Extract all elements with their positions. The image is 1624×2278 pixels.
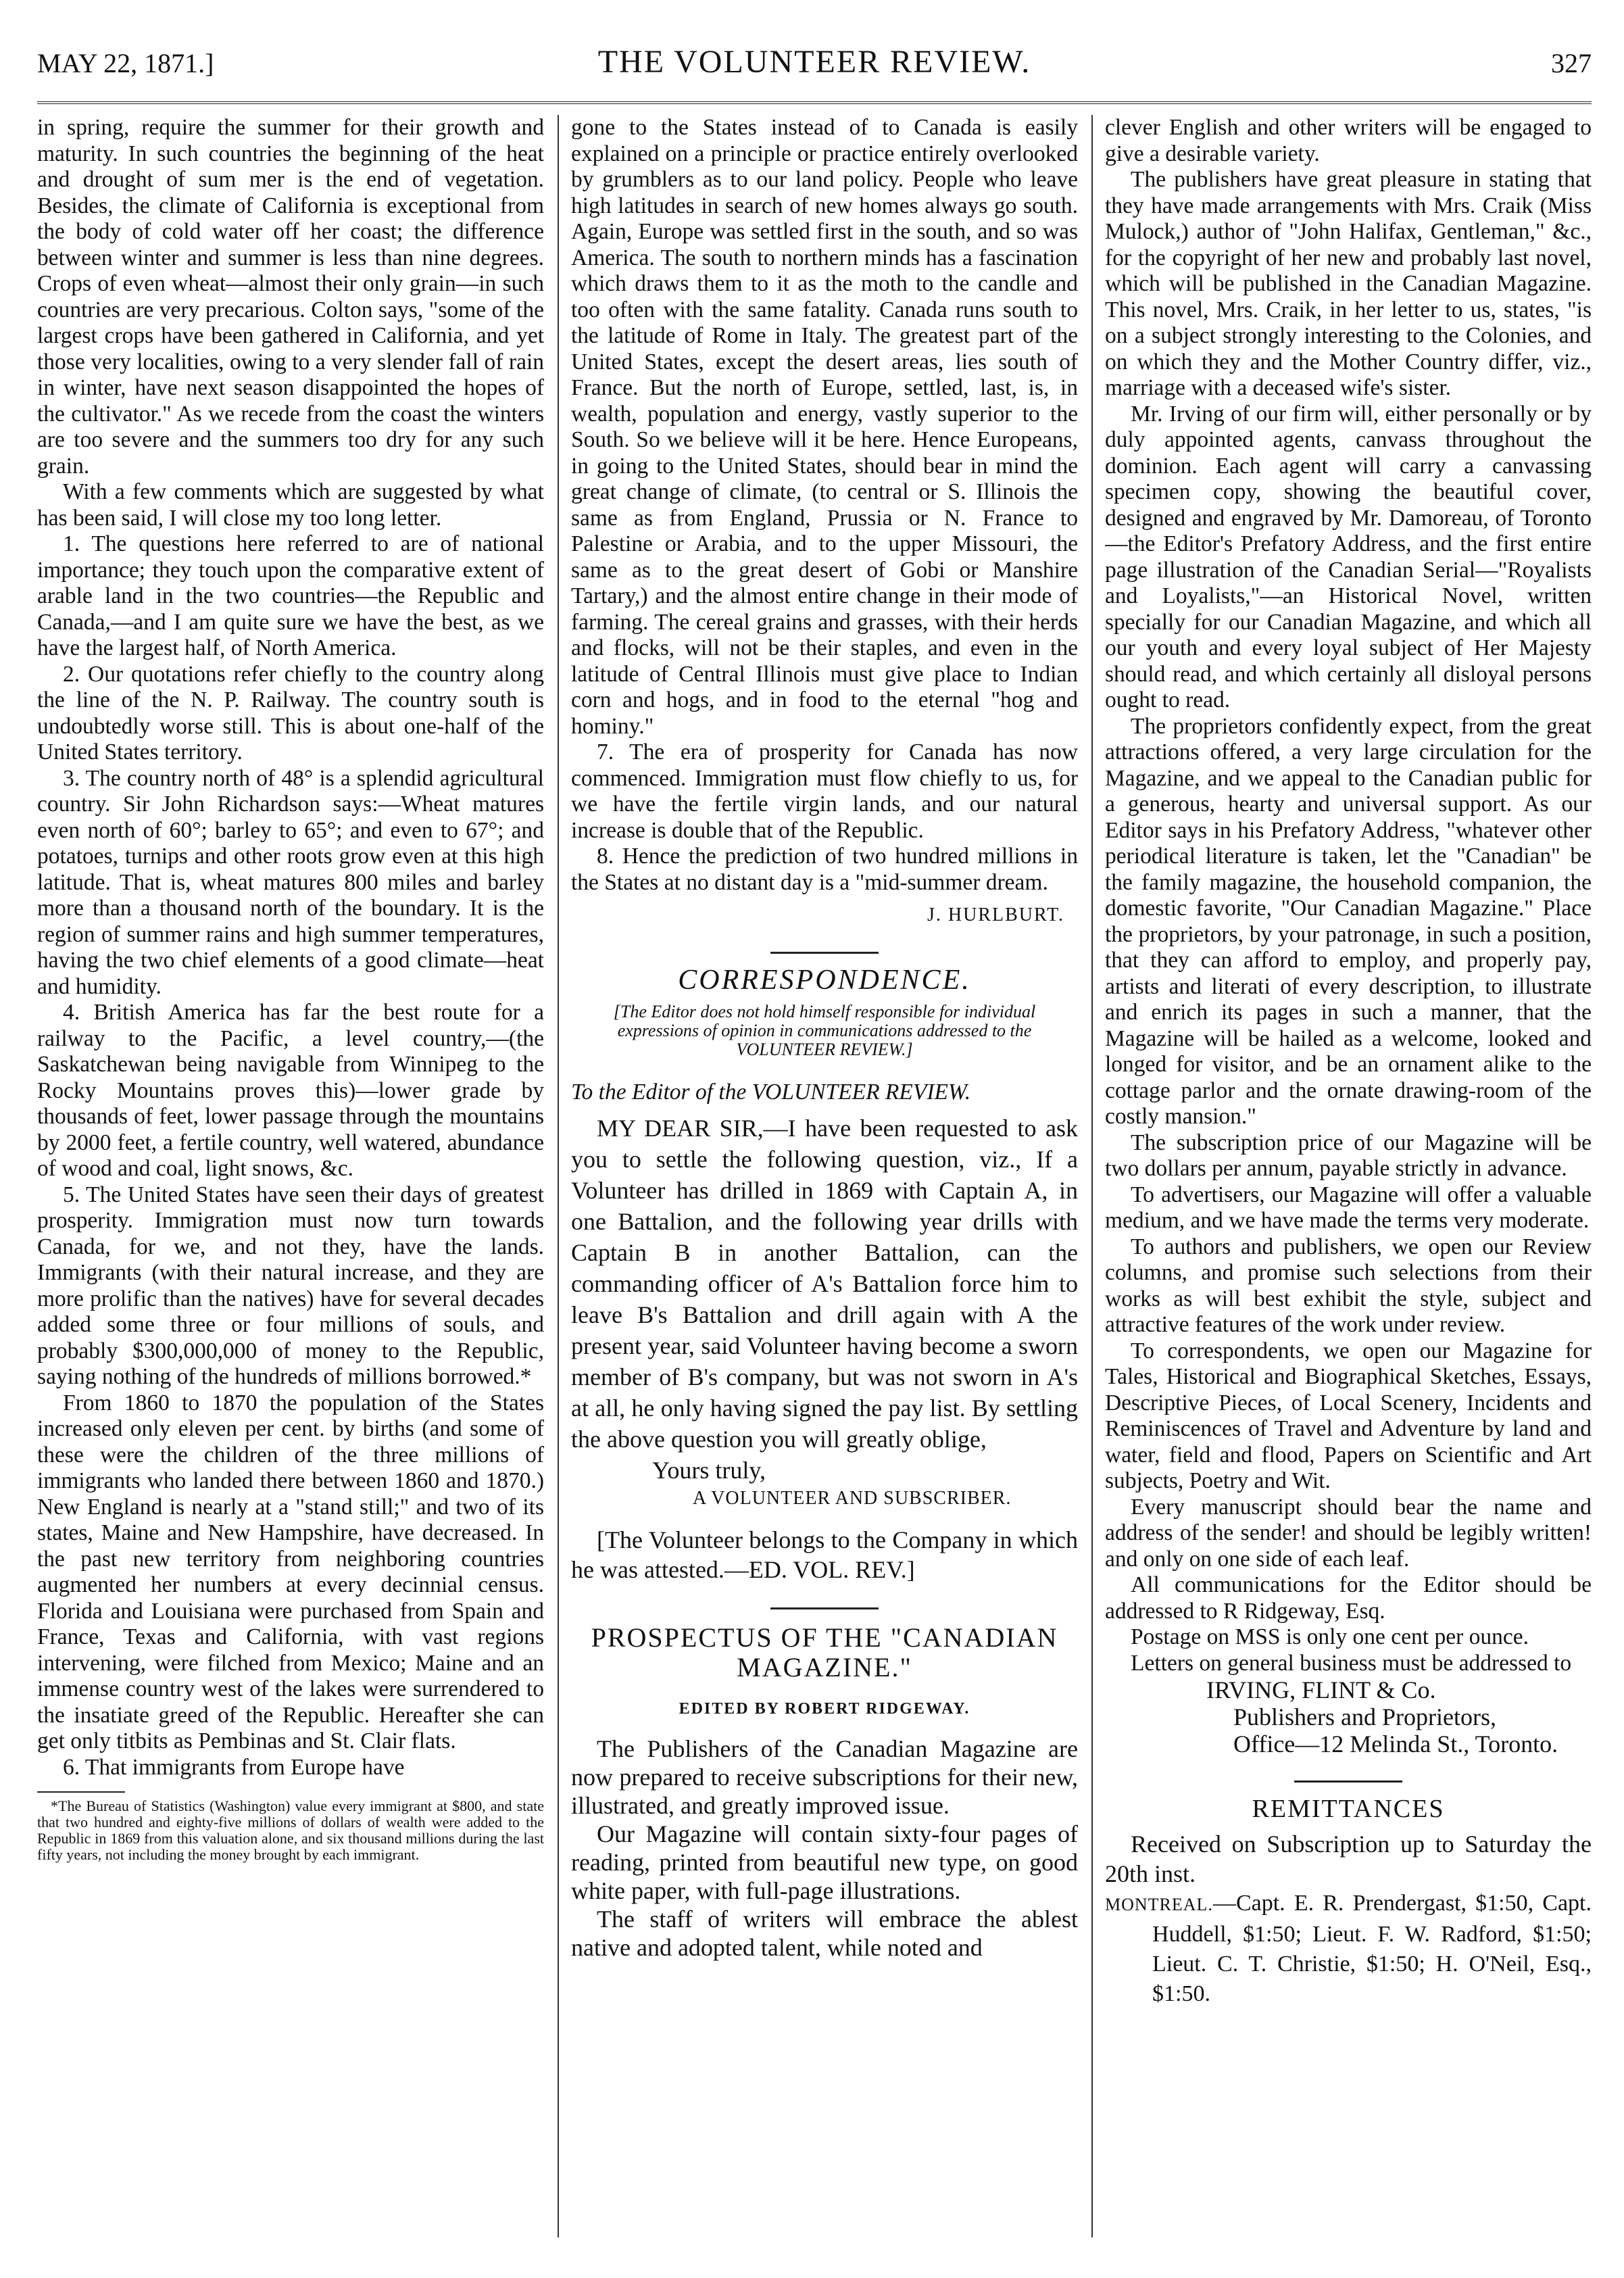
prospectus-heading: PROSPECTUS OF THE "CANADIAN MAGAZINE." (591, 1622, 1058, 1682)
editor-disclaimer: [The Editor does not hold himself responsible for individual expressions of opinion in communications addressed to the VOLUNTEER REVIEW.] (613, 1002, 1036, 1059)
prospectus-paragraph: To correspondents, we open our Magazine for Tales, Historical and Biographical Sketches, Essays, Descriptive Pieces, of Local Scenery, Incidents and Reminiscences of Travel and Adventure by land and water, field and flood, Papers on Scientific and Art subjects, Poetry and Wit. (1105, 1338, 1592, 1493)
prospectus-paragraph: The staff of writers will embrace the ablest native and adopted talent, while noted and (571, 1905, 1078, 1961)
section-divider (770, 1607, 879, 1609)
column-2 (571, 115, 1078, 2237)
column-rule (1091, 115, 1093, 2237)
prospectus-paragraph: Mr. Irving of our firm will, either personally or by duly appointed agents, canvass throughout the dominion. Each agent will carry a canvassing specimen copy, showing the beautiful cover, designed and engraved by Mr. Damoreau, of Toronto—the Editor's Prefatory Address, and the first entire page illustration of the Canadian Serial—"Royalists and Loyalists,"—an Historical Novel, written specially for our Canadian Magazine, and which all our youth and every loyal subject of Her Majesty should read, and which certainly all disloyal persons ought to read. (1105, 401, 1592, 712)
section-divider (1294, 1780, 1402, 1783)
article-paragraph: 4. British America has far the best route for a railway to the Pacific, a level country,—(the Saskatchewan being navigable from Winnipeg to the Rocky Mountains proves this)—lower grade by thousands of feet, lower passage through the mountains by 2000 feet, a fertile country, well watered, abundance of wood and coal, light snows, &c. (37, 1000, 544, 1181)
author-signature: J. HURLBURT. (927, 904, 1064, 925)
column-3 (1105, 115, 1592, 2237)
article-paragraph: 1. The questions here referred to are of national importance; they touch upon the comparative extent of arable land in the two countries—the Republic and Canada,—and I am quite sure we have the best, as we have the largest half, of North America. (37, 531, 544, 660)
publisher-role: Publishers and Proprietors, (1233, 1703, 1496, 1730)
remittance-entry (1105, 1889, 1592, 2009)
publisher-office: Office—12 Melinda St., Toronto. (1233, 1730, 1558, 1758)
prospectus-paragraph: To authors and publishers, we open our Review columns, and promise such selections from their works as will best exhibit the style, subject and attractive features of the work under review. (1105, 1234, 1592, 1337)
article-paragraph: 5. The United States have seen their days of greatest prosperity. Immigration must now turn towards Canada, for we, and not they, have the lands. Immigrants (with their natural increase, and they are more prolific than the natives) have for several decades added some three or four millions of souls, and probably $300,000,000 of money to the Republic, saying nothing of the hundreds of millions borrowed.* (37, 1182, 544, 1389)
article-paragraph: gone to the States instead of to Canada is easily explained on a principle or practice entirely overlooked by grumblers as to our land policy. People who leave high latitudes in search of new homes always go south. Again, Europe was settled first in the south, and so was America. The south to northern minds has a fascination which draws them to it as the moth to the candle and too often with the same fatality. Canada runs south to the latitude of Rome in Italy. The greatest part of the United States, except the desert areas, lies south of France. But the north of Europe, settled, last, is, in wealth, population and energy, vastly superior to the South. So we believe will it be here. Hence Europeans, in going to the United States, should bear in mind the great change of climate, (to central or S. Illinois the same as from England, Prussia or N. France to Palestine or Arabia, and to the upper Missouri, the same as to the great desert of Gobi or Manshire Tartary,) and the almost entire change in their mode of farming. The cereal grains and grasses, with their herds and flocks, will not be their staples, and even in the latitude of Central Illinois must give place to Indian corn and hogs, and in food to the eternal "hog and hominy." (571, 115, 1078, 739)
publication-title: THE VOLUNTEER REVIEW. (597, 44, 1031, 80)
prospectus-paragraph: To advertisers, our Magazine will offer a valuable medium, and we have made the terms very moderate. (1105, 1182, 1592, 1233)
letter-closing: Yours truly, (652, 1456, 766, 1484)
letter-addressee: To the Editor of the VOLUNTEER REVIEW. (571, 1080, 971, 1105)
editor-note: [The Volunteer belongs to the Company in which he was attested.—ED. VOL. REV.] (571, 1526, 1078, 1583)
newspaper-page (37, 20, 1592, 2258)
footnote-rule (37, 1791, 125, 1793)
article-paragraph: With a few comments which are suggested by what has been said, I will close my too long letter. (37, 479, 544, 531)
article-paragraph: 3. The country north of 48° is a splendid agricultural country. Sir John Richardson says:—Wheat matures even north of 60°; barley to 65°; and even to 67°; and potatoes, turnips and other roots grow even at this high latitude. That is, wheat matures 800 miles and barley more than a thousand north of the boundary. It is the region of summer rains and high summer temperatures, having the two chief elements of a good climate—heat and humidity. (37, 765, 544, 999)
prospectus-paragraph: Postage on MSS is only one cent per ounce. (1131, 1624, 1529, 1649)
prospectus-paragraph: The proprietors confidently expect, from the great attractions offered, a very large circulation for the Magazine, and we appeal to the Canadian public for a generous, hearty and universal support. As our Editor says in his Prefatory Address, "whatever other periodical literature is taken, let the "Canadian" be the family magazine, the household companion, the domestic favorite, "Our Canadian Magazine." Place the proprietors, by your patronage, in such a position, that they can afford to employ, and properly pay, artists and literati of every description, to illustrate and enrich its pages in such a manner, that the Magazine will be hailed as a welcome, looked and longed for visitor, and be an ornament alike to the cottage parlor and the ornate drawing-room of the costly mansion." (1105, 713, 1592, 1129)
prospectus-paragraph: The subscription price of our Magazine will be two dollars per annum, payable strictly in advance. (1105, 1130, 1592, 1181)
letter-body: MY DEAR SIR,—I have been requested to ask you to settle the following question, viz., If a Volunteer has drilled in 1869 with Captain A, in one Battalion, and the following year drills with Captain B in another Battalion, can the commanding officer of A's Battalion force him to leave B's Battalion and drill again with A the present year, said Volunteer having become a sworn member of B's company, but was not sworn in A's at all, he only having signed the pay list. By settling the above question you will greatly oblige, (571, 1114, 1078, 1453)
prospectus-paragraph: The publishers have great pleasure in stating that they have made arrangements with Mrs. Craik (Miss Mulock,) author of "John Halifax, Gentleman," &c., for the copyright of her new and probably last novel, which will be published in the Canadian Magazine. This novel, Mrs. Craik, in her letter to us, states, "is on a subject strongly interesting to the Colonies, and on which they and the Mother Country differ, viz., marriage with a deceased wife's sister. (1105, 167, 1592, 400)
prospectus-paragraph: clever English and other writers will be engaged to give a desirable variety. (1105, 115, 1592, 166)
article-paragraph: 7. The era of prosperity for Canada has now commenced. Immigration must flow chiefly to us, for we have the fertile virgin lands, and our natural increase is double that of the Republic. (571, 740, 1078, 843)
article-paragraph: 6. That immigrants from Europe have (63, 1754, 405, 1780)
column-1 (37, 115, 544, 2237)
remittance-list: —Capt. E. R. Prendergast, $1:50, Capt. Huddell, $1:50; Lieut. F. W. Radford, $1:50; Lieut. C. T. Christie, $1:50; H. O'Neil, Esq., $1:50. (1152, 1890, 1592, 2006)
prospectus-paragraph: Every manuscript should bear the name and address of the sender! and should be legibly written! and only on one side of each leaf. (1105, 1494, 1592, 1572)
article-paragraph: in spring, require the summer for their growth and maturity. In such countries the beginning of the heat and drought of sum mer is the end of vegetation. Besides, the climate of California is exceptional from the body of cold water off her coast; the difference between winter and summer is less than nine degrees. Crops of even wheat—almost their only grain—in such countries are very precarious. Colton says, "some of the largest crops have been gathered in California, and yet those very localities, owing to a very slender fall of rain in winter, have next season disappointed the hopes of the cultivator." As we recede from the coast the winters are too severe and the summers too dry for any such grain. (37, 115, 544, 479)
article-paragraph: 2. Our quotations refer chiefly to the country along the line of the N. P. Railway. The country south is undoubtedly worse still. This is about one-half of the United States territory. (37, 661, 544, 765)
columns (37, 115, 1592, 2244)
prospectus-byline: EDITED BY ROBERT RIDGEWAY. (679, 1700, 970, 1718)
correspondence-heading: CORRESPONDENCE. (678, 964, 971, 996)
prospectus-paragraph: Our Magazine will contain sixty-four pages of reading, printed from beautiful new type, on good white paper, with full-page illustrations. (571, 1820, 1078, 1904)
remittances-intro: Received on Subscription up to Saturday the 20th inst. (1105, 1830, 1592, 1887)
section-divider (770, 952, 879, 954)
prospectus-paragraph: The Publishers of the Canadian Magazine are now prepared to receive subscriptions for their new, illustrated, and greatly improved issue. (571, 1735, 1078, 1819)
footnote: *The Bureau of Statistics (Washington) value every immigrant at $800, and state that two hundred and eighty-five millions of dollars of wealth were added to the Republic in 1869 from this valuation alone, and six thousand millions during the last fifty years, not including the money brought by each immigrant. (37, 1797, 544, 1863)
issue-date: MAY 22, 1871.] (37, 48, 214, 78)
article-paragraph: 8. Hence the prediction of two hundred millions in the States at no distant day is a "mid-summer dream. (571, 844, 1078, 895)
article-paragraph: From 1860 to 1870 the population of the States increased only eleven per cent. by births (and some of these were the children of the three millions of immigrants who landed there between 1860 and 1870.) New England is nearly at a "stand still;" and two of its states, Maine and New Hampshire, have decreased. In the past new territory from neighboring countries augmented her numbers at every decinnial census. Florida and Louisiana were purchased from Spain and France, Texas and California, with vast regions intervening, were filched from Mexico; Maine and an immense country west of the lakes were surrendered to the insatiate greed of the Republic. Hereafter she can get only titbits as Pembinas and St. Clair flats. (37, 1390, 544, 1753)
running-head (37, 20, 1592, 104)
publisher-name: IRVING, FLINT & Co. (1206, 1676, 1436, 1703)
page-number: 327 (1551, 48, 1592, 78)
letter-signature: A VOLUNTEER AND SUBSCRIBER. (693, 1487, 1012, 1509)
prospectus-paragraph: Letters on general business must be addressed to (1131, 1650, 1572, 1676)
column-rule (558, 115, 559, 2237)
prospectus-paragraph: All communications for the Editor should be addressed to R Ridgeway, Esq. (1105, 1572, 1592, 1624)
remittance-place: MONTREAL. (1105, 1894, 1213, 1914)
remittances-heading: REMITTANCES (1252, 1795, 1445, 1823)
